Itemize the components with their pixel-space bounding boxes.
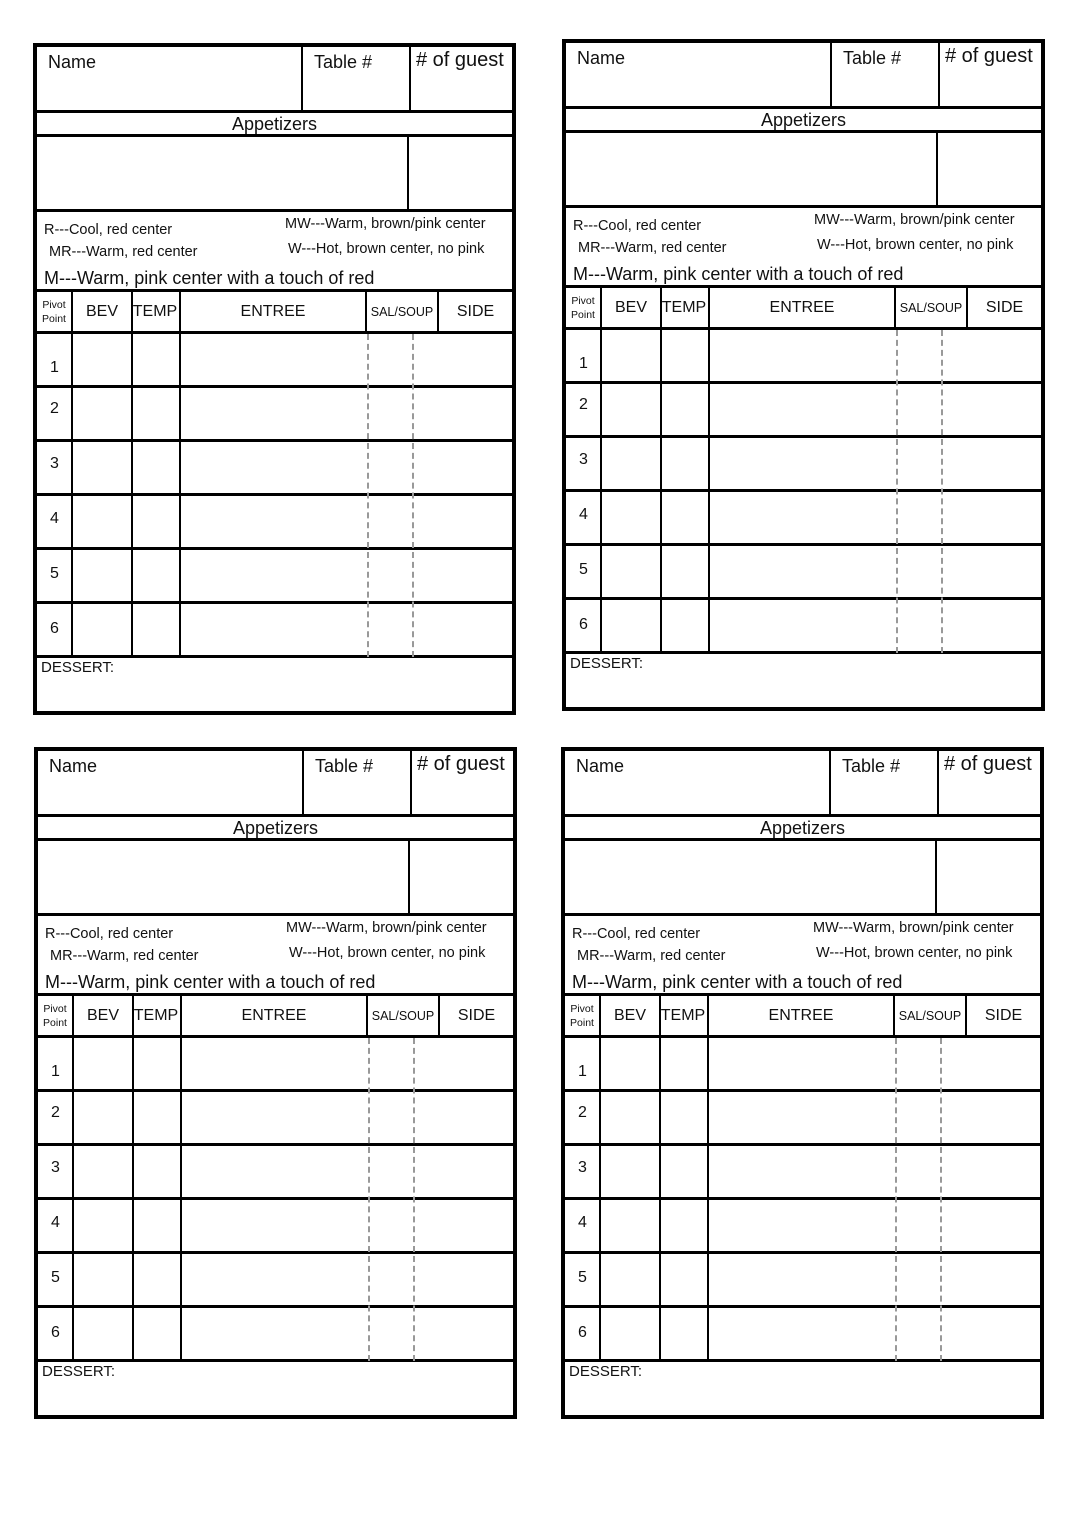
seat-row[interactable] — [38, 1092, 513, 1146]
legend-medium-well: MW---Warm, brown/pink center — [813, 920, 1014, 936]
temperature-legend — [37, 212, 512, 292]
seat-row[interactable] — [566, 492, 1041, 546]
name-label: Name — [576, 756, 625, 776]
sal-soup-header: SAL/SOUP — [899, 300, 963, 315]
legend-medium-rare: MR---Warm, red center — [50, 948, 199, 964]
entree-header: ENTREE — [769, 298, 835, 316]
seat-row[interactable] — [566, 384, 1041, 438]
seat-number: 3 — [51, 1159, 60, 1176]
grid-divider — [708, 330, 710, 653]
header-divider — [829, 751, 831, 814]
seat-number: 2 — [579, 396, 588, 413]
grid-divider — [72, 1038, 74, 1361]
grid-divider — [132, 1038, 134, 1361]
grid-divider — [707, 1038, 709, 1361]
entree-header: ENTREE — [240, 302, 306, 320]
side-dashed-divider — [941, 330, 943, 653]
guest-count-label: # of guest — [416, 49, 504, 71]
legend-rare: R---Cool, red center — [573, 218, 702, 234]
order-ticket — [562, 39, 1045, 711]
order-column-headers — [38, 996, 513, 1038]
seat-number: 5 — [51, 1269, 60, 1286]
pivot-point-header: Pivot Point — [43, 1002, 67, 1029]
legend-medium-rare: MR---Warm, red center — [578, 240, 727, 256]
legend-medium-well: MW---Warm, brown/pink center — [814, 212, 1015, 228]
seat-number: 3 — [578, 1159, 587, 1176]
seat-row[interactable] — [37, 388, 512, 442]
seat-number: 2 — [51, 1104, 60, 1121]
seat-row[interactable] — [566, 546, 1041, 600]
grid-divider — [599, 1038, 601, 1361]
seat-row[interactable] — [38, 1038, 513, 1092]
header-divider — [830, 43, 832, 106]
order-grid — [37, 334, 512, 657]
seat-number: 5 — [579, 561, 588, 578]
sal-soup-header: SAL/SOUP — [371, 1008, 435, 1023]
grid-divider — [71, 334, 73, 657]
seat-number: 2 — [50, 400, 59, 417]
legend-medium: M---Warm, pink center with a touch of red — [572, 972, 903, 992]
seat-number: 1 — [50, 359, 59, 376]
sal-soup-dashed-divider — [895, 1038, 897, 1361]
ticket-header — [38, 751, 513, 817]
bev-header: BEV — [614, 298, 647, 316]
header-divider — [938, 43, 940, 106]
seat-row[interactable] — [565, 1254, 1040, 1308]
bev-header: BEV — [85, 302, 118, 320]
seat-number: 4 — [579, 506, 588, 523]
temperature-legend — [566, 208, 1041, 288]
order-grid — [565, 1038, 1040, 1361]
seat-row[interactable] — [38, 1254, 513, 1308]
seat-number: 3 — [50, 455, 59, 472]
side-dashed-divider — [940, 1038, 942, 1361]
seat-row[interactable] — [565, 1092, 1040, 1146]
name-label: Name — [48, 52, 97, 72]
sal-soup-header: SAL/SOUP — [898, 1008, 962, 1023]
table-number-label: Table # — [842, 756, 901, 776]
legend-medium: M---Warm, pink center with a touch of red — [573, 264, 904, 284]
seat-row[interactable] — [565, 1200, 1040, 1254]
side-dashed-divider — [413, 1038, 415, 1361]
ticket-header — [37, 47, 512, 113]
seat-number: 6 — [50, 620, 59, 637]
seat-number: 5 — [50, 565, 59, 582]
guest-count-label: # of guest — [417, 753, 505, 775]
sal-soup-dashed-divider — [368, 1038, 370, 1361]
dessert-label: DESSERT: — [570, 655, 644, 672]
pivot-point-header: Pivot Point — [570, 1002, 594, 1029]
grid-divider — [660, 330, 662, 653]
seat-number: 4 — [578, 1214, 587, 1231]
appetizers-divider — [935, 841, 937, 913]
header-divider — [409, 47, 411, 110]
grid-divider — [180, 1038, 182, 1361]
order-column-headers — [566, 288, 1041, 330]
pivot-point-header: Pivot Point — [42, 298, 66, 325]
table-number-label: Table # — [315, 756, 374, 776]
appetizers-divider — [408, 841, 410, 913]
side-header: SIDE — [985, 298, 1024, 316]
grid-divider — [179, 334, 181, 657]
legend-medium: M---Warm, pink center with a touch of red — [45, 972, 376, 992]
seat-row[interactable] — [38, 1308, 513, 1362]
header-divider — [302, 751, 304, 814]
order-grid — [566, 330, 1041, 653]
legend-rare: R---Cool, red center — [44, 222, 173, 238]
appetizers-title: Appetizers — [566, 109, 1041, 133]
seat-row[interactable] — [565, 1146, 1040, 1200]
table-number-label: Table # — [314, 52, 373, 72]
seat-number: 1 — [579, 355, 588, 372]
side-dashed-divider — [412, 334, 414, 657]
appetizers-title: Appetizers — [37, 113, 512, 137]
temperature-legend — [38, 916, 513, 996]
seat-number: 1 — [578, 1063, 587, 1080]
bev-header: BEV — [86, 1006, 119, 1024]
seat-number: 4 — [50, 510, 59, 527]
legend-medium-well: MW---Warm, brown/pink center — [285, 216, 486, 232]
legend-rare: R---Cool, red center — [45, 926, 174, 942]
seat-number: 6 — [579, 616, 588, 633]
side-header: SIDE — [984, 1006, 1023, 1024]
sal-soup-header: SAL/SOUP — [370, 304, 434, 319]
appetizers-box[interactable] — [37, 137, 512, 212]
appetizers-divider — [936, 133, 938, 205]
guest-count-label: # of guest — [944, 753, 1032, 775]
appetizers-divider — [407, 137, 409, 209]
order-ticket — [561, 747, 1044, 1419]
side-header: SIDE — [456, 302, 495, 320]
temp-header: TEMP — [660, 1006, 706, 1024]
seat-row[interactable] — [565, 1038, 1040, 1092]
guest-count-label: # of guest — [945, 45, 1033, 67]
legend-well: W---Hot, brown center, no pink — [817, 237, 1014, 253]
seat-row[interactable] — [37, 604, 512, 658]
seat-row[interactable] — [37, 334, 512, 388]
appetizers-box[interactable] — [565, 841, 1040, 916]
seat-row[interactable] — [37, 496, 512, 550]
temp-header: TEMP — [132, 302, 178, 320]
side-header: SIDE — [457, 1006, 496, 1024]
temperature-legend — [565, 916, 1040, 996]
seat-number: 1 — [51, 1063, 60, 1080]
pivot-point-header: Pivot Point — [571, 294, 595, 321]
grid-divider — [600, 330, 602, 653]
appetizers-box[interactable] — [566, 133, 1041, 208]
legend-medium: M---Warm, pink center with a touch of red — [44, 268, 375, 288]
seat-number: 2 — [578, 1104, 587, 1121]
grid-divider — [131, 334, 133, 657]
sal-soup-dashed-divider — [367, 334, 369, 657]
name-label: Name — [49, 756, 98, 776]
seat-row[interactable] — [566, 600, 1041, 654]
seat-row[interactable] — [566, 330, 1041, 384]
appetizers-title: Appetizers — [38, 817, 513, 841]
order-ticket — [33, 43, 516, 715]
legend-medium-rare: MR---Warm, red center — [577, 948, 726, 964]
dessert-label: DESSERT: — [42, 1363, 116, 1380]
legend-well: W---Hot, brown center, no pink — [288, 241, 485, 257]
legend-rare: R---Cool, red center — [572, 926, 701, 942]
dessert-label: DESSERT: — [569, 1363, 643, 1380]
seat-number: 6 — [578, 1324, 587, 1341]
grid-divider — [659, 1038, 661, 1361]
bev-header: BEV — [613, 1006, 646, 1024]
legend-well: W---Hot, brown center, no pink — [816, 945, 1013, 961]
ticket-header — [566, 43, 1041, 109]
dessert-label: DESSERT: — [41, 659, 115, 676]
temp-header: TEMP — [133, 1006, 179, 1024]
order-column-headers — [565, 996, 1040, 1038]
appetizers-box[interactable] — [38, 841, 513, 916]
temp-header: TEMP — [661, 298, 707, 316]
seat-row[interactable] — [37, 550, 512, 604]
ticket-header — [565, 751, 1040, 817]
entree-header: ENTREE — [768, 1006, 834, 1024]
header-divider — [410, 751, 412, 814]
order-column-headers — [37, 292, 512, 334]
legend-medium-well: MW---Warm, brown/pink center — [286, 920, 487, 936]
legend-well: W---Hot, brown center, no pink — [289, 945, 486, 961]
seat-row[interactable] — [566, 438, 1041, 492]
sal-soup-dashed-divider — [896, 330, 898, 653]
order-ticket — [34, 747, 517, 1419]
appetizers-title: Appetizers — [565, 817, 1040, 841]
seat-number: 3 — [579, 451, 588, 468]
name-label: Name — [577, 48, 626, 68]
table-number-label: Table # — [843, 48, 902, 68]
seat-row[interactable] — [565, 1308, 1040, 1362]
entree-header: ENTREE — [241, 1006, 307, 1024]
seat-row[interactable] — [38, 1200, 513, 1254]
order-grid — [38, 1038, 513, 1361]
seat-row[interactable] — [37, 442, 512, 496]
header-divider — [937, 751, 939, 814]
seat-number: 6 — [51, 1324, 60, 1341]
header-divider — [301, 47, 303, 110]
seat-number: 4 — [51, 1214, 60, 1231]
seat-row[interactable] — [38, 1146, 513, 1200]
legend-medium-rare: MR---Warm, red center — [49, 244, 198, 260]
seat-number: 5 — [578, 1269, 587, 1286]
